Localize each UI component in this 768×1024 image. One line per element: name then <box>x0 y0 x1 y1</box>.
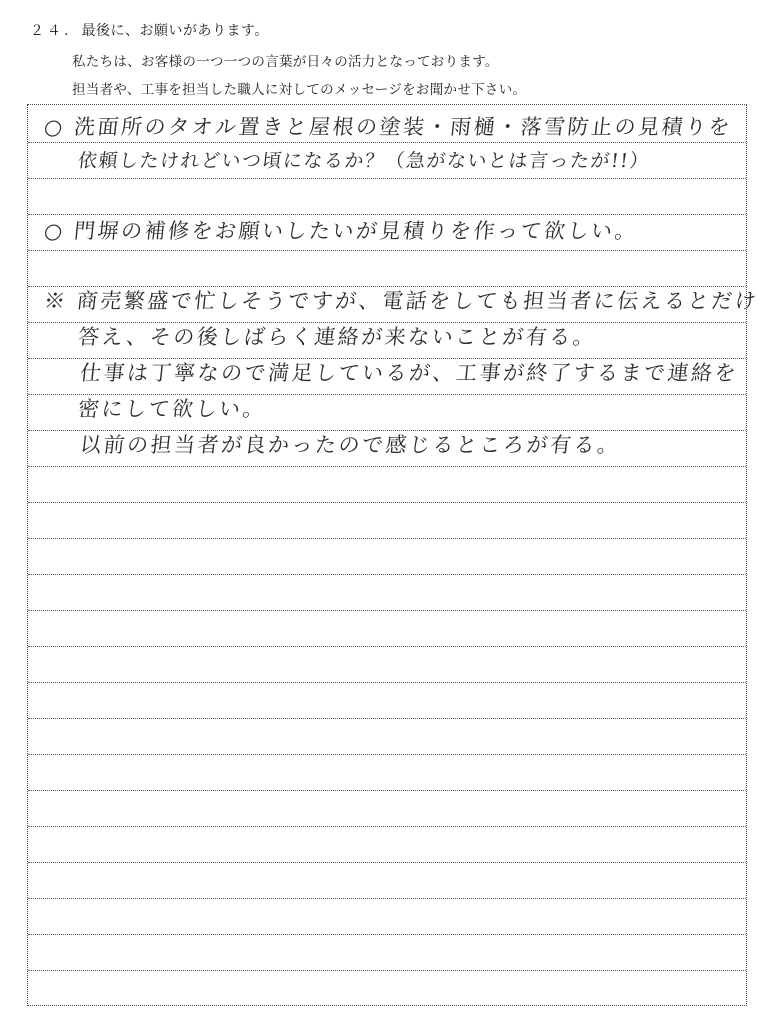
ruled-line <box>28 754 746 755</box>
question-title: 最後に、お願いがあります。 <box>81 23 269 39</box>
answer-line-10: 以前の担当者が良かったので感じるところが有る。 <box>78 433 622 457</box>
ruled-line <box>28 142 746 143</box>
answer-line-6: ※ 商売繁盛で忙しそうですが、電話をしても担当者に伝えるとだけ <box>42 289 760 313</box>
ruled-line <box>28 250 746 251</box>
ruled-line <box>28 826 746 827</box>
ruled-line <box>28 934 746 935</box>
question-title-line <box>30 20 269 40</box>
ruled-line <box>28 790 746 791</box>
ruled-line <box>28 502 746 503</box>
question-description-1: 私たちは、お客様の一つ一つの言葉が日々の活力となっております。 <box>72 54 499 70</box>
ruled-line <box>28 970 746 971</box>
ruled-line <box>28 610 746 611</box>
ruled-line <box>28 358 746 359</box>
answer-line-1: ○ 洗面所のタオル置きと屋根の塗装・雨樋・落雪防止の見積りを <box>42 115 734 139</box>
ruled-line <box>28 574 746 575</box>
ruled-line <box>28 682 746 683</box>
ruled-line <box>28 862 746 863</box>
ruled-line <box>28 394 746 395</box>
answer-line-9: 密にして欲しい。 <box>76 397 268 421</box>
ruled-line <box>28 178 746 179</box>
question-description-2: 担当者や、工事を担当した職人に対してのメッセージをお聞かせ下さい。 <box>72 82 527 98</box>
ruled-line <box>28 538 746 539</box>
ruled-line <box>28 322 746 323</box>
answer-box <box>27 104 760 1006</box>
ruled-line <box>28 430 746 431</box>
ruled-line <box>28 718 746 719</box>
ruled-line <box>28 466 746 467</box>
answer-line-2: 依頼したけれどいつ頃になるか？（急がないとは言ったが!!） <box>76 150 651 172</box>
question-number: ２４. <box>30 23 72 39</box>
ruled-line <box>28 646 746 647</box>
answer-line-8: 仕事は丁寧なので満足しているが、工事が終了するまで連絡を <box>78 361 740 385</box>
answer-line-4: ○ 門塀の補修をお願いしたいが見積りを作って欲しい。 <box>42 219 640 243</box>
ruled-line <box>28 286 746 287</box>
ruled-line <box>28 898 746 899</box>
ruled-line <box>28 214 746 215</box>
answer-line-7: 答え、その後しばらく連絡が来ないことが有る。 <box>76 325 598 349</box>
